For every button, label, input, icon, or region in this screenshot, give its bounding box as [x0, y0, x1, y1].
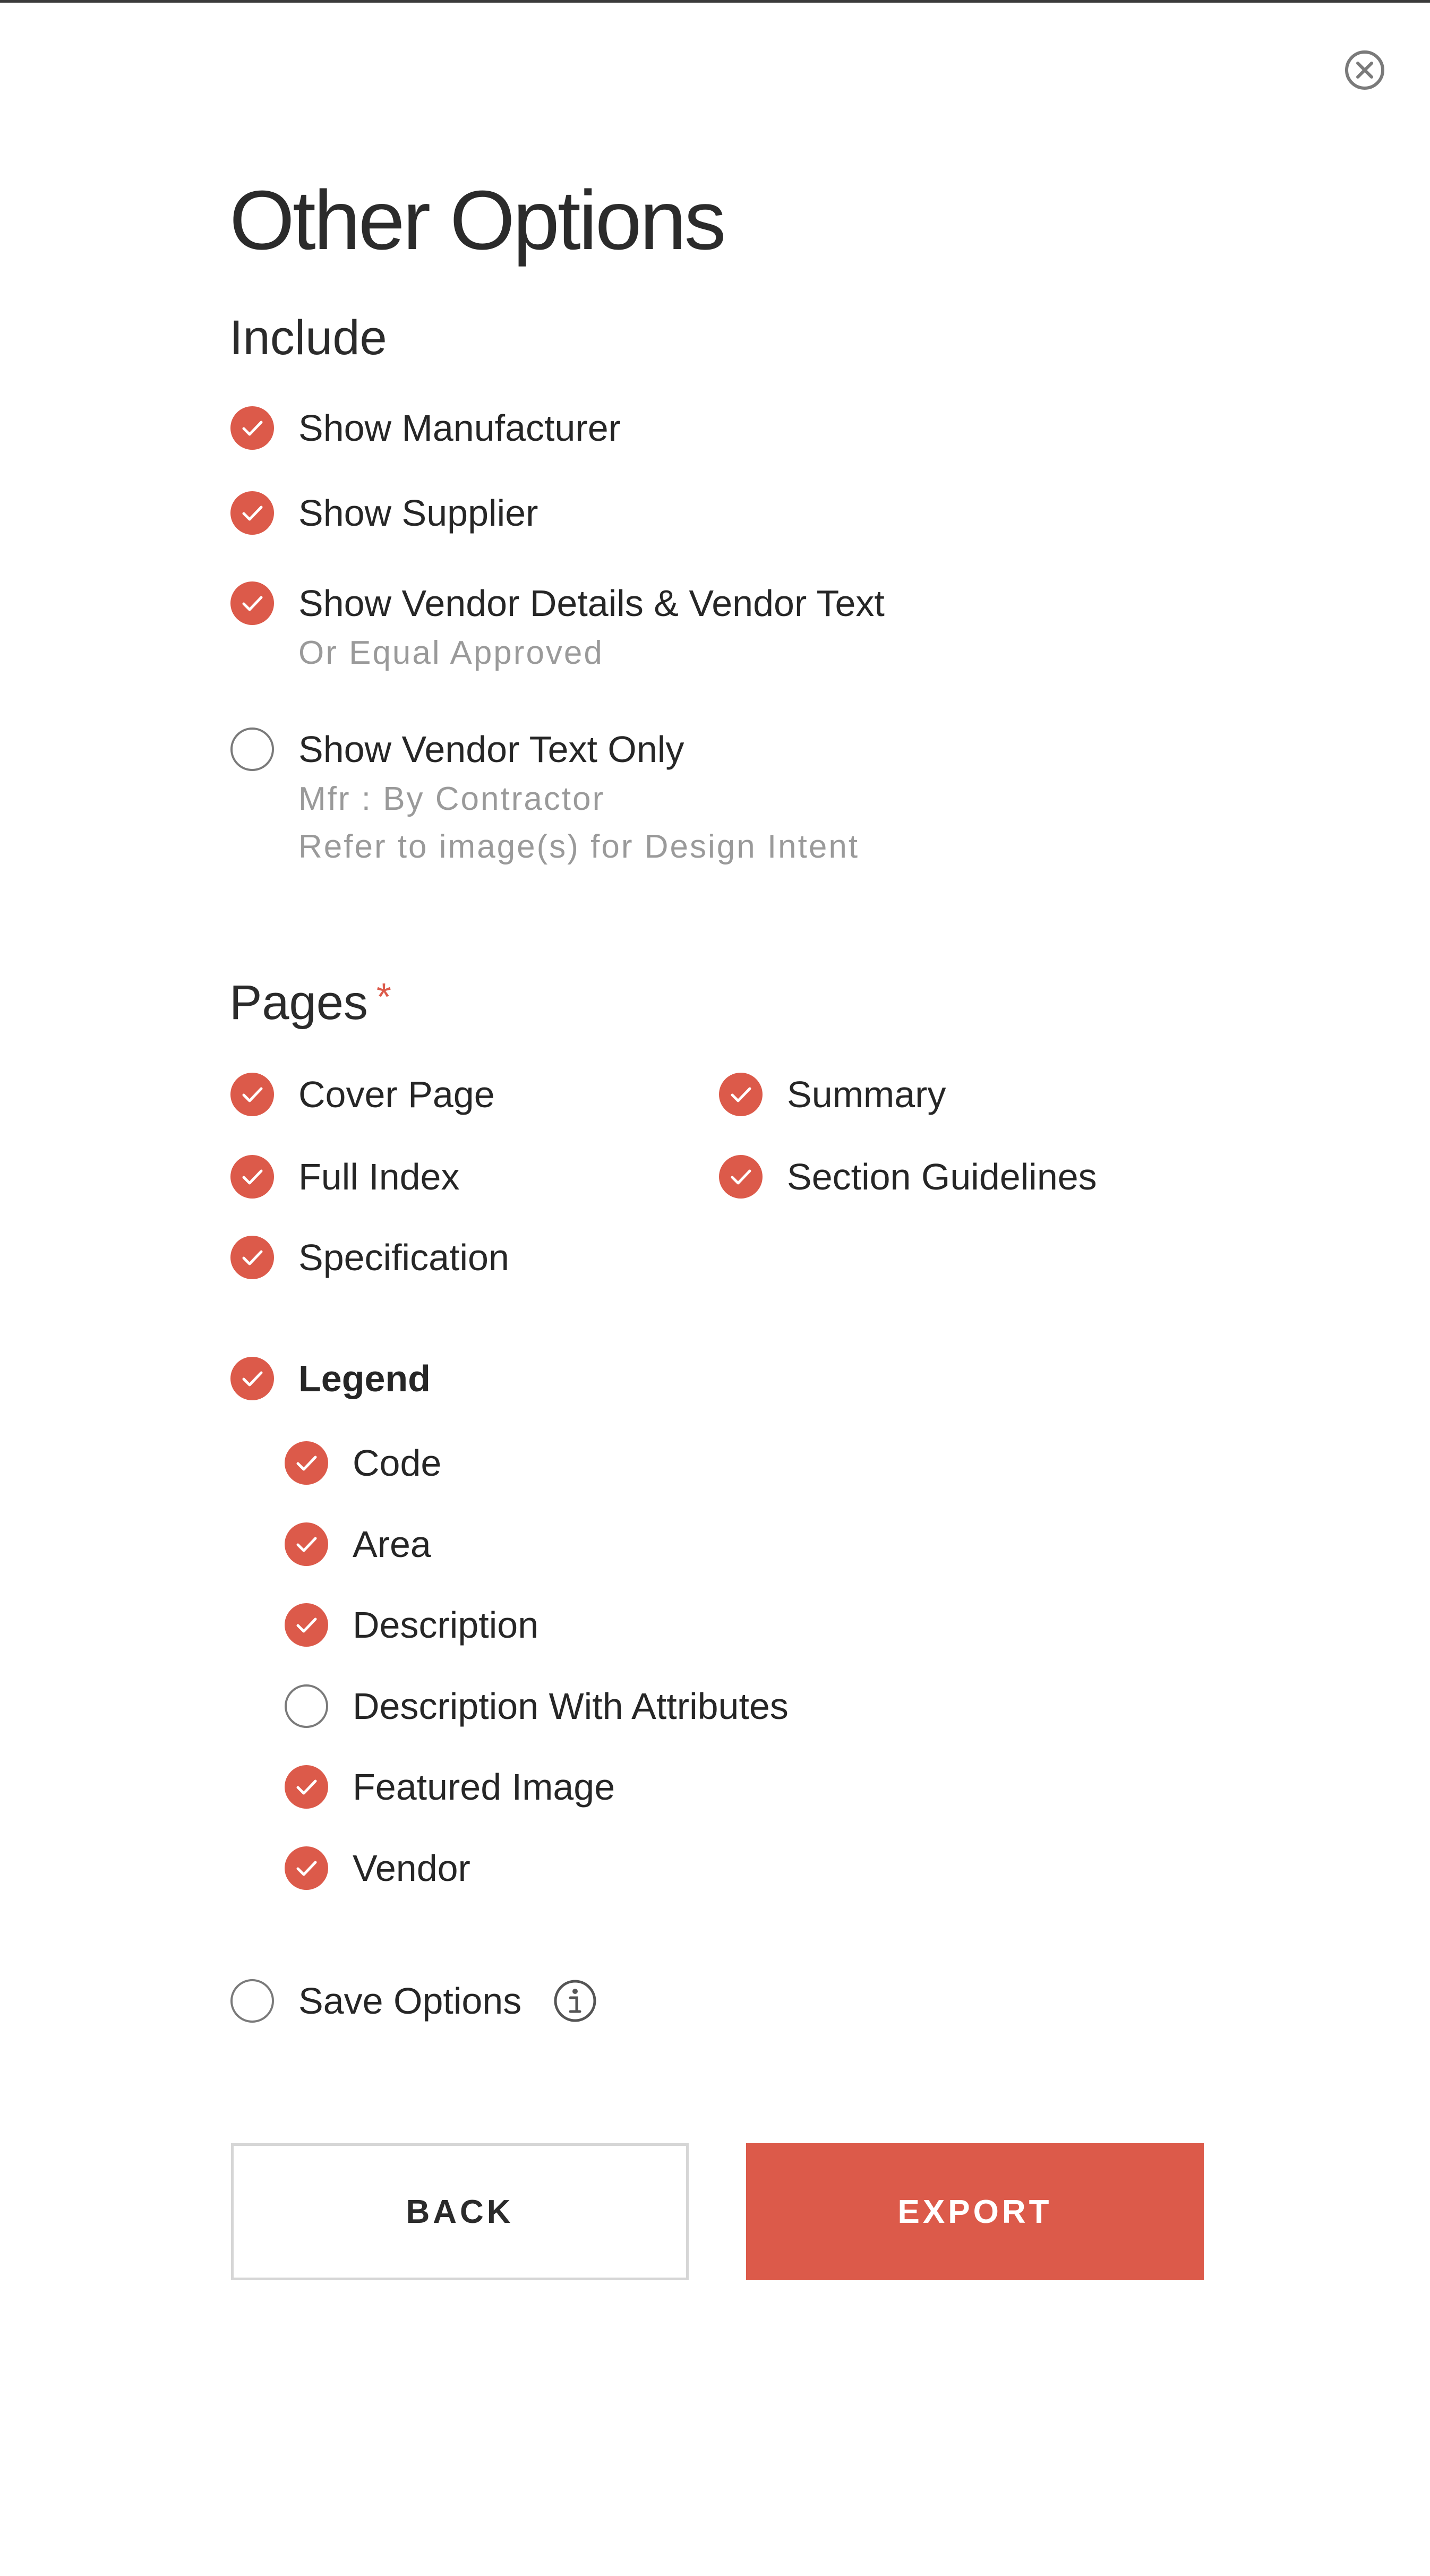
checked-circle-icon[interactable]: [718, 1154, 764, 1200]
back-button[interactable]: BACK: [231, 2143, 689, 2280]
option-label: Save Options: [298, 1980, 522, 2022]
checked-circle-icon[interactable]: [229, 490, 275, 536]
checked-circle-icon[interactable]: [284, 1521, 329, 1567]
option-label: Full Index: [298, 1156, 460, 1197]
info-icon[interactable]: [552, 1978, 598, 2024]
unchecked-circle-icon[interactable]: [229, 726, 275, 772]
include-heading: Include: [229, 311, 387, 365]
option-label: Show Manufacturer: [298, 407, 621, 449]
checked-circle-icon[interactable]: [229, 1356, 275, 1401]
unchecked-circle-icon[interactable]: [284, 1683, 329, 1729]
pages-heading-label: Pages: [229, 975, 368, 1030]
checked-circle-icon[interactable]: [229, 1072, 275, 1117]
option-label: Code: [353, 1442, 442, 1484]
checked-circle-icon[interactable]: [284, 1602, 329, 1648]
option-subtext: Mfr : By Contractor: [298, 781, 605, 817]
option-label: Area: [353, 1524, 431, 1565]
checked-circle-icon[interactable]: [229, 405, 275, 451]
checked-circle-icon[interactable]: [229, 1235, 275, 1280]
close-button[interactable]: [1343, 49, 1386, 91]
option-subtext: Or Equal Approved: [298, 635, 604, 671]
option-label: Specification: [298, 1237, 509, 1278]
option-label: Description: [353, 1604, 539, 1646]
option-label: Vendor: [353, 1847, 470, 1889]
checked-circle-icon[interactable]: [229, 1154, 275, 1200]
info-icon-glyph: [552, 1978, 598, 2024]
option-label: Featured Image: [353, 1766, 615, 1808]
unchecked-circle-icon[interactable]: [229, 1978, 275, 2024]
option-label: Section Guidelines: [787, 1156, 1097, 1197]
checked-circle-icon[interactable]: [284, 1845, 329, 1891]
option-label: Summary: [787, 1074, 946, 1115]
checked-circle-icon[interactable]: [229, 580, 275, 626]
checked-circle-icon[interactable]: [284, 1764, 329, 1810]
dialog-title: Other Options: [229, 174, 724, 267]
top-border: [0, 0, 1430, 3]
option-label: Show Supplier: [298, 492, 538, 534]
option-subtext: Refer to image(s) for Design Intent: [298, 828, 860, 865]
pages-heading: [229, 971, 391, 1034]
option-label: Legend: [298, 1358, 431, 1399]
option-label: Cover Page: [298, 1074, 495, 1115]
option-label: Show Vendor Text Only: [298, 729, 684, 770]
option-label: Show Vendor Details & Vendor Text: [298, 583, 885, 624]
export-button[interactable]: EXPORT: [746, 2143, 1204, 2280]
checked-circle-icon[interactable]: [718, 1072, 764, 1117]
required-mark: *: [376, 976, 391, 1019]
checked-circle-icon[interactable]: [284, 1440, 329, 1486]
close-icon: [1343, 49, 1386, 91]
option-label: Description With Attributes: [353, 1685, 789, 1727]
